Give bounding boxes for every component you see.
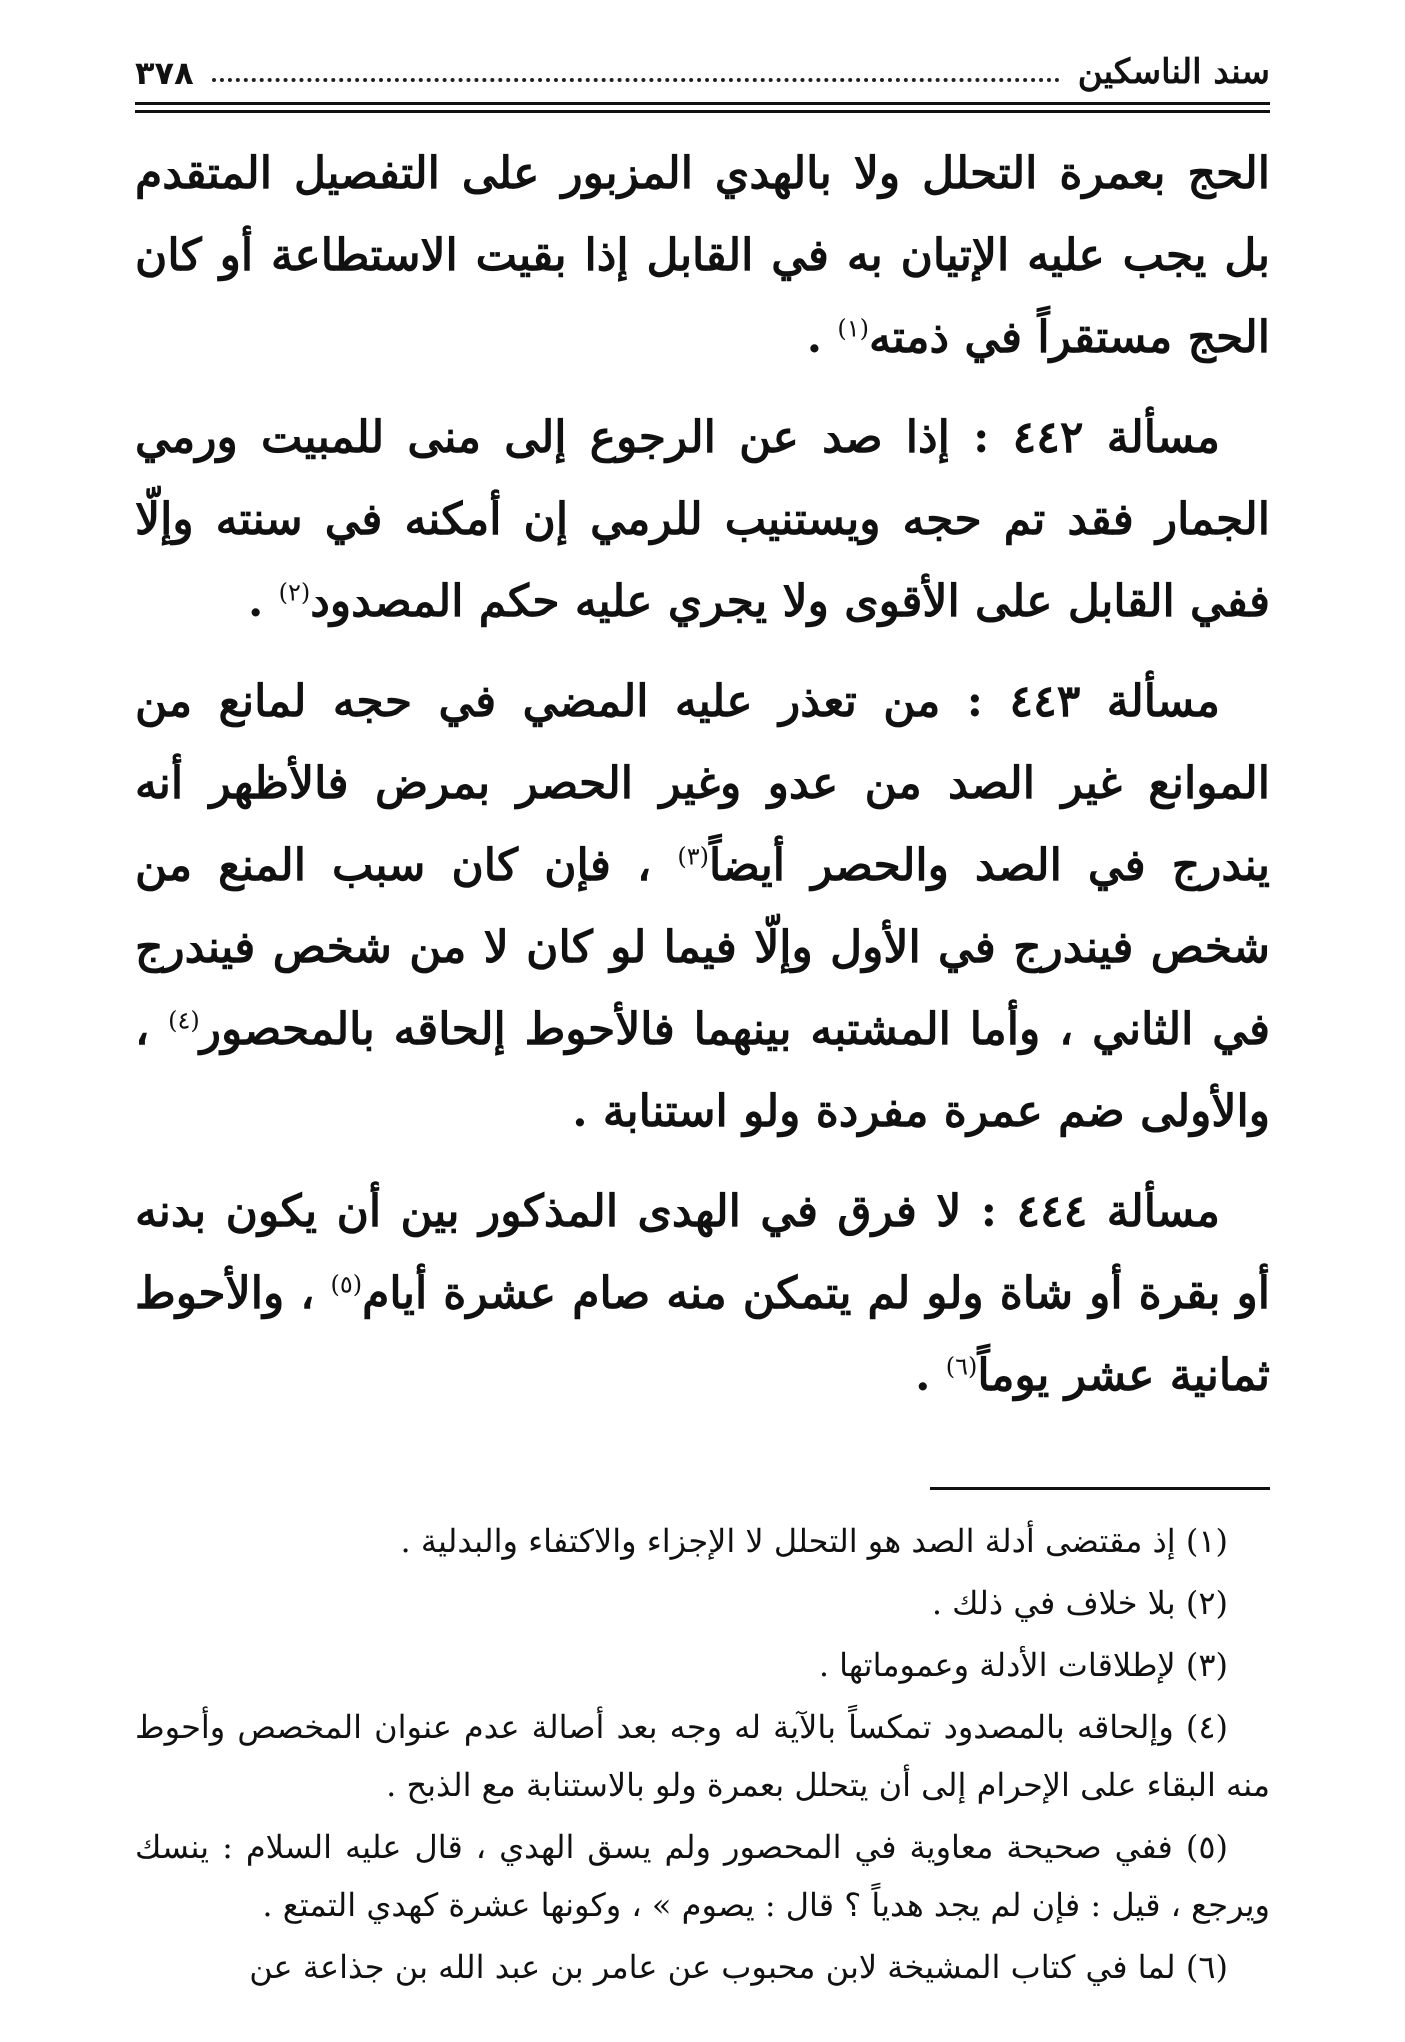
paragraph-text: ، والأولى ضم عمرة مفردة ولو استنابة . [135, 1004, 1270, 1137]
footnote-3: (٣) لإطلاقات الأدلة وعموماتها . [818, 1646, 1228, 1684]
paragraph-text: ، والأحوط ثمانية عشر يوماً [135, 1268, 1270, 1401]
paragraph-end: . [915, 1350, 946, 1401]
main-text [135, 133, 1270, 1417]
footnote-ref-3: (٣) [677, 842, 709, 871]
paragraph-mas-443 [135, 661, 1270, 1153]
footnote-ref-1: (١) [837, 314, 870, 343]
footnote-1: (١) إذ مقتضى أدلة الصد هو التحلل لا الإجزاء والاكتفاء والبدلية . [400, 1522, 1228, 1560]
paragraph-text: الحج بعمرة التحلل ولا بالهدي المزبور على التفصيل المتقدم بل يجب عليه الإتيان به في القابل إذا بقيت الاستطاعة أو كان الحج مستقراً في ذمته [135, 148, 1270, 363]
paragraph-end: . [806, 312, 838, 363]
paragraph-mas-442 [135, 397, 1270, 643]
footnote-4: (٤) وإلحاقه بالمصدود تمكساً بالآية له وجه بعد أصالة عدم عنوان المخصص وأحوط منه البقاء على الإحرام إلى أن يتحلل بعمرة ولو بالاستنابة مع الذبح . [135, 1708, 1270, 1804]
footnote-ref-6: (٦) [945, 1352, 978, 1381]
footnote-ref-2: (٢) [278, 578, 311, 607]
running-title: سند الناسكين [1077, 52, 1270, 92]
footnote-ref-5: (٥) [330, 1270, 363, 1299]
paragraph-text: مسألة ٤٤٤ : لا فرق في الهدى المذكور بين أن يكون بدنه أو بقرة أو شاة ولو لم يتمكن منه صام عشرة أيام [135, 1186, 1270, 1319]
footnote-2: (٢) بلا خلاف في ذلك . [931, 1584, 1228, 1622]
paragraph-end: . [247, 576, 279, 627]
paragraph-text: مسألة ٤٤٢ : إذا صد عن الرجوع إلى منى للمبيت ورمي الجمار فقد تم حجه ويستنيب للرمي إن أمكنه في سنته وإلّا ففي القابل على الأقوى ولا يجري عليه حكم المصدود [135, 412, 1270, 627]
paragraph-continuation [135, 133, 1270, 379]
footnote-6: (٦) لما في كتاب المشيخة لابن محبوب عن عامر بن عبد الله بن جذاعة عن [249, 1948, 1228, 1986]
paragraph-text: ، فإن كان سبب المنع من شخص فيندرج في الأول وإلّا فيما لو كان لا من شخص فيندرج في الثاني ، وأما المشتبه بينهما فالأحوط إلحاقه بالمحصور [135, 840, 1270, 1055]
footnote-ref-4: (٤) [168, 1006, 200, 1035]
footnote-separator [930, 1487, 1270, 1490]
header-dot-leader [212, 78, 1060, 82]
book-page [135, 40, 1270, 2000]
footnote-5: (٥) ففي صحيحة معاوية في المحصور ولم يسق الهدي ، قال عليه السلام : ينسك ويرجع ، قيل : فإن لم يجد هدياً ؟ قال : يصوم » ، وكونها عشرة كهدي التمتع . [135, 1828, 1270, 1924]
paragraph-text: مسألة ٤٤٣ : من تعذر عليه المضي في حجه لمانع من الموانع غير الصد من عدو وغير الحصر بمرض فالأظهر أنه يندرج في الصد والحصر أيضاً [135, 676, 1270, 891]
page-header [135, 40, 1270, 92]
header-double-rule [135, 102, 1270, 113]
paragraph-mas-444 [135, 1171, 1270, 1417]
page-number: ٣٧٨ [135, 54, 194, 92]
footnotes [135, 1512, 1270, 1996]
